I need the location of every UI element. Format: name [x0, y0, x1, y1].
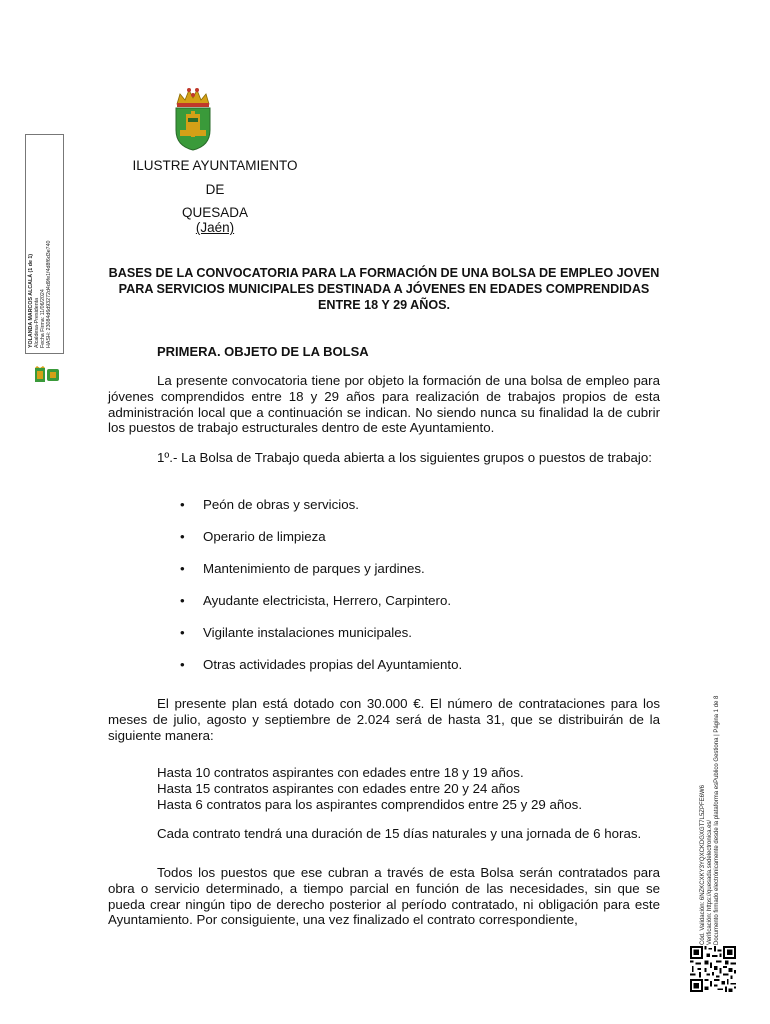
- platform-note: Documento firmado electrónicamente desde la plataforma esPublico Gestiona | Página 1 de 8: [714, 695, 720, 945]
- bullet-icon: •: [180, 593, 185, 608]
- signature-date: Fecha Firma: 11/06/2024: [40, 289, 46, 348]
- header-de: DE: [205, 182, 225, 197]
- signer-name: YOLANDA MARCOS ALCALÁ (1 de 1): [28, 253, 34, 348]
- list-item: [180, 497, 630, 529]
- list-item: [180, 593, 630, 625]
- coat-of-arms-logo: [172, 86, 214, 152]
- verification-text: [700, 625, 721, 945]
- list-item-label: Peón de obras y servicios.: [203, 497, 359, 512]
- header-institution: ILUSTRE AYUNTAMIENTO: [132, 158, 298, 173]
- header-town: QUESADA: [181, 205, 249, 220]
- signature-hash: HASH: 23084d6d93272d4d9fe1f4d8f6d3e740: [46, 240, 52, 348]
- contract-line: Hasta 10 contratos aspirantes con edades entre 18 y 19 años.: [157, 765, 524, 780]
- signature-seal-icon: [34, 366, 60, 384]
- paragraph-conditions: Todos los puestos que ese cubran a través de esta Bolsa serán contratados para obra o servicio determinado, a tiempo parcial en función de las necesidades, sin que se pueda crear ningún tipo de derecho posterior al período contratado, ni obligación para este Ayuntamiento. Por consiguiente, una vez finalizado el contrato correspondiente,: [108, 865, 660, 928]
- paragraph-duration: Cada contrato tendrá una duración de 15 días naturales y una jornada de 6 horas.: [157, 826, 642, 841]
- document-title: BASES DE LA CONVOCATORIA PARA LA FORMACIÓN DE UNA BOLSA DE EMPLEO JOVEN PARA SERVICIOS MUNICIPALES DESTINADA A JÓVENES EN EDADES COMPRENDIDAS ENTRE 18 Y 29 AÑOS.: [108, 266, 660, 312]
- contracts-distribution: [157, 765, 657, 812]
- job-groups-list: [180, 497, 630, 689]
- signature-text: [25, 134, 55, 352]
- bullet-icon: •: [180, 657, 185, 672]
- bullet-icon: •: [180, 529, 185, 544]
- paragraph-objective: La presente convocatoria tiene por objeto la formación de una bolsa de empleo para jóvenes comprendidos entre 18 y 29 años para realización de trabajos propios de esta administración local que a continuación se indican. No siendo nunca su finalidad la de cubrir los puestos de trabajo estructurales dentro de este Ayuntamiento.: [108, 373, 660, 436]
- header-province: (Jaén): [195, 220, 235, 235]
- paragraph-groups-intro: 1º.- La Bolsa de Trabajo queda abierta a los siguientes grupos o puestos de trabajo:: [157, 450, 652, 465]
- signer-role: Alcaldesa-Presidenta: [34, 297, 40, 348]
- list-item-label: Ayudante electricista, Herrero, Carpintero.: [203, 593, 452, 608]
- list-item: [180, 529, 630, 561]
- paragraph-budget: El presente plan está dotado con 30.000 €. El número de contrataciones para los meses de julio, agosto y septiembre de 2.024 será de hasta 31, que se distribuirán de la siguiente manera:: [108, 696, 660, 743]
- list-item-label: Mantenimiento de parques y jardines.: [203, 561, 425, 576]
- contract-line: Hasta 6 contratos para los aspirantes comprendidos entre 25 y 29 años.: [157, 796, 583, 812]
- list-item-label: Operario de limpieza: [203, 529, 326, 544]
- list-item-label: Vigilante instalaciones municipales.: [203, 625, 412, 640]
- bullet-icon: •: [180, 561, 185, 576]
- list-item-label: Otras actividades propias del Ayuntamiento.: [203, 657, 463, 672]
- verification-url[interactable]: Verificación: https://quesada.sedelectronica.es/: [707, 819, 713, 945]
- bullet-icon: •: [180, 497, 185, 512]
- contract-line: Hasta 15 contratos aspirantes con edades entre 20 y 24 años: [157, 780, 520, 796]
- list-item: [180, 561, 630, 593]
- qr-code-icon: [690, 946, 736, 992]
- validation-code: Cód. Validación: 6NZKCXKY3YQXCKDGXGT7L5ZPFE6W6: [700, 785, 706, 945]
- list-item: [180, 625, 630, 657]
- bullet-icon: •: [180, 625, 185, 640]
- list-item: [180, 657, 630, 689]
- section-title: PRIMERA. OBJETO DE LA BOLSA: [157, 344, 369, 359]
